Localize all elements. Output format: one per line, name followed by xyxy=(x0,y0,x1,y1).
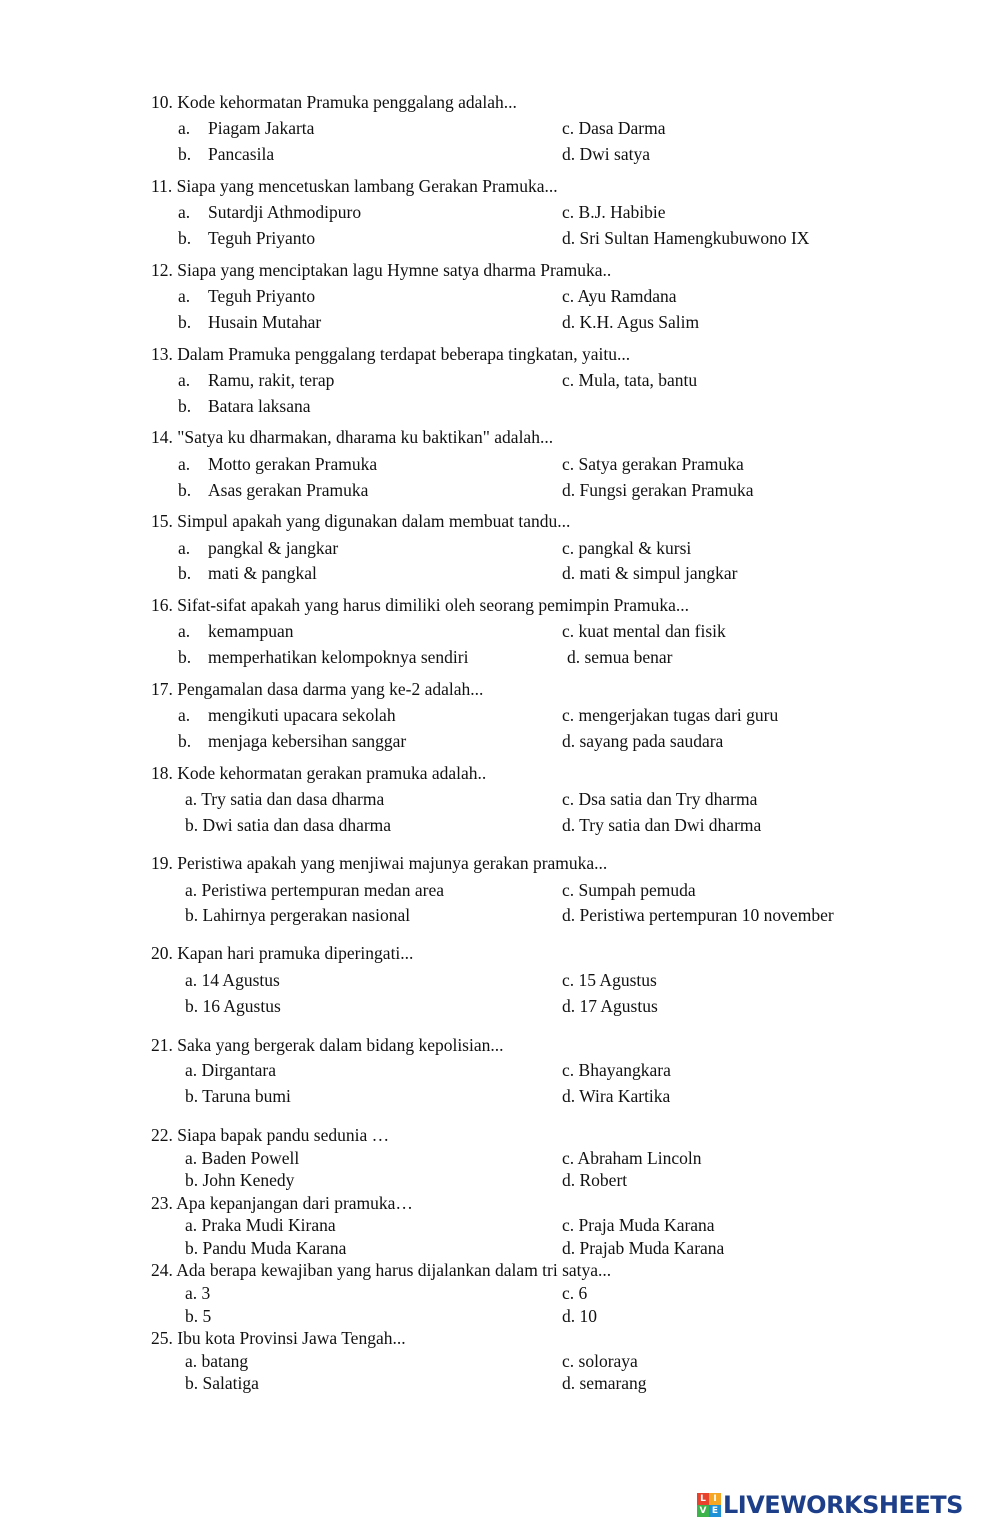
option-c[interactable]: c. Bhayangkara xyxy=(562,1060,671,1080)
question-text: 21. Saka yang bergerak dalam bidang kepolisian... xyxy=(151,1035,504,1055)
option-b[interactable]: b. Asas gerakan Pramuka xyxy=(178,480,369,500)
option-a[interactable]: a. kemampuan xyxy=(178,621,294,641)
option-c[interactable]: c. Ayu Ramdana xyxy=(562,286,677,306)
question-text: 16. Sifat-sifat apakah yang harus dimiliki oleh seorang pemimpin Pramuka... xyxy=(151,595,690,615)
option-a[interactable]: a. Sutardji Athmodipuro xyxy=(178,202,362,222)
option-d[interactable]: d. Peristiwa pertempuran 10 november xyxy=(562,905,834,925)
question-text: 24. Ada berapa kewajiban yang harus dijalankan dalam tri satya... xyxy=(151,1260,612,1280)
option-a[interactable]: a. batang xyxy=(185,1351,249,1371)
option-d[interactable]: d. Try satia dan Dwi dharma xyxy=(562,815,762,835)
option-d[interactable]: d. semarang xyxy=(562,1373,647,1393)
option-c[interactable]: c. Satya gerakan Pramuka xyxy=(562,454,744,474)
question-text: 19. Peristiwa apakah yang menjiwai majunya gerakan pramuka... xyxy=(151,853,608,873)
question-text: 25. Ibu kota Provinsi Jawa Tengah... xyxy=(151,1328,406,1348)
question-text: 18. Kode kehormatan gerakan pramuka adalah.. xyxy=(151,763,487,783)
brand-name: LIVEWORKSHEETS xyxy=(723,1491,963,1519)
option-b[interactable]: b. Taruna bumi xyxy=(185,1086,291,1106)
question-text: 12. Siapa yang menciptakan lagu Hymne satya dharma Pramuka.. xyxy=(151,260,612,280)
option-d[interactable]: d. Dwi satya xyxy=(562,144,650,164)
question-text: 15. Simpul apakah yang digunakan dalam membuat tandu... xyxy=(151,511,571,531)
option-b[interactable]: b. menjaga kebersihan sanggar xyxy=(178,731,407,751)
option-d[interactable]: d. Fungsi gerakan Pramuka xyxy=(562,480,754,500)
option-c[interactable]: c. Dasa Darma xyxy=(562,118,666,138)
option-c[interactable]: c. B.J. Habibie xyxy=(562,202,666,222)
question-text: 22. Siapa bapak pandu sedunia … xyxy=(151,1125,390,1145)
option-b[interactable]: b. 16 Agustus xyxy=(185,996,281,1016)
question-text: 23. Apa kepanjangan dari pramuka… xyxy=(151,1193,413,1213)
option-d[interactable]: d. mati & simpul jangkar xyxy=(562,563,738,583)
option-d[interactable]: d. K.H. Agus Salim xyxy=(562,312,700,332)
option-b[interactable]: b. John Kenedy xyxy=(185,1170,295,1190)
option-d[interactable]: d. Robert xyxy=(562,1170,628,1190)
option-b[interactable]: b. memperhatikan kelompoknya sendiri xyxy=(178,647,469,667)
liveworksheets-icon xyxy=(697,1493,721,1517)
icon-letter-i: I xyxy=(709,1493,721,1505)
question-text: 20. Kapan hari pramuka diperingati... xyxy=(151,943,414,963)
option-c[interactable]: c. Abraham Lincoln xyxy=(562,1148,702,1168)
option-b[interactable]: b. Batara laksana xyxy=(178,396,311,416)
option-b[interactable]: b. Teguh Priyanto xyxy=(178,228,316,248)
option-b[interactable]: b. Dwi satia dan dasa dharma xyxy=(185,815,392,835)
option-a[interactable]: a. Peristiwa pertempuran medan area xyxy=(185,880,444,900)
icon-letter-v: V xyxy=(697,1505,709,1517)
option-d[interactable]: d. semua benar xyxy=(567,647,673,667)
option-a[interactable]: a. Motto gerakan Pramuka xyxy=(178,454,378,474)
option-c[interactable]: c. 6 xyxy=(562,1283,588,1303)
icon-letter-l: L xyxy=(697,1493,709,1505)
question-text: 10. Kode kehormatan Pramuka penggalang adalah... xyxy=(151,92,517,112)
option-a[interactable]: a. 3 xyxy=(185,1283,211,1303)
option-a[interactable]: a. pangkal & jangkar xyxy=(178,538,339,558)
icon-letter-e: E xyxy=(709,1505,721,1517)
option-c[interactable]: c. Sumpah pemuda xyxy=(562,880,696,900)
option-c[interactable]: c. soloraya xyxy=(562,1351,638,1371)
option-a[interactable]: a. mengikuti upacara sekolah xyxy=(178,705,396,725)
option-a[interactable]: a. Ramu, rakit, terap xyxy=(178,370,335,390)
option-c[interactable]: c. Dsa satia dan Try dharma xyxy=(562,789,758,809)
option-d[interactable]: d. 17 Agustus xyxy=(562,996,658,1016)
liveworksheets-logo[interactable] xyxy=(697,1490,963,1520)
option-a[interactable]: a. Dirgantara xyxy=(185,1060,277,1080)
option-c[interactable]: c. pangkal & kursi xyxy=(562,538,692,558)
option-c[interactable]: c. kuat mental dan fisik xyxy=(562,621,726,641)
option-a[interactable]: a. Praka Mudi Kirana xyxy=(185,1215,336,1235)
option-c[interactable]: c. Praja Muda Karana xyxy=(562,1215,715,1235)
option-d[interactable]: d. 10 xyxy=(562,1306,597,1326)
option-b[interactable]: b. Pancasila xyxy=(178,144,275,164)
option-a[interactable]: a. Baden Powell xyxy=(185,1148,300,1168)
option-c[interactable]: c. mengerjakan tugas dari guru xyxy=(562,705,779,725)
option-a[interactable]: a. Try satia dan dasa dharma xyxy=(185,789,385,809)
option-b[interactable]: b. 5 xyxy=(185,1306,212,1326)
question-text: 11. Siapa yang mencetuskan lambang Gerakan Pramuka... xyxy=(151,176,558,196)
option-d[interactable]: d. sayang pada saudara xyxy=(562,731,724,751)
option-c[interactable]: c. 15 Agustus xyxy=(562,970,657,990)
option-b[interactable]: b. Salatiga xyxy=(185,1373,259,1393)
question-text: 14. "Satya ku dharmakan, dharama ku baktikan" adalah... xyxy=(151,427,554,447)
option-a[interactable]: a. Teguh Priyanto xyxy=(178,286,316,306)
option-b[interactable]: b. Husain Mutahar xyxy=(178,312,322,332)
option-d[interactable]: d. Wira Kartika xyxy=(562,1086,671,1106)
option-b[interactable]: b. Lahirnya pergerakan nasional xyxy=(185,905,411,925)
option-b[interactable]: b. Pandu Muda Karana xyxy=(185,1238,347,1258)
question-text: 17. Pengamalan dasa darma yang ke-2 adalah... xyxy=(151,679,484,699)
option-d[interactable]: d. Prajab Muda Karana xyxy=(562,1238,725,1258)
option-d[interactable]: d. Sri Sultan Hamengkubuwono IX xyxy=(562,228,810,248)
option-c[interactable]: c. Mula, tata, bantu xyxy=(562,370,698,390)
option-a[interactable]: a. Piagam Jakarta xyxy=(178,118,315,138)
option-b[interactable]: b. mati & pangkal xyxy=(178,563,317,583)
question-text: 13. Dalam Pramuka penggalang terdapat beberapa tingkatan, yaitu... xyxy=(151,344,631,364)
option-a[interactable]: a. 14 Agustus xyxy=(185,970,280,990)
